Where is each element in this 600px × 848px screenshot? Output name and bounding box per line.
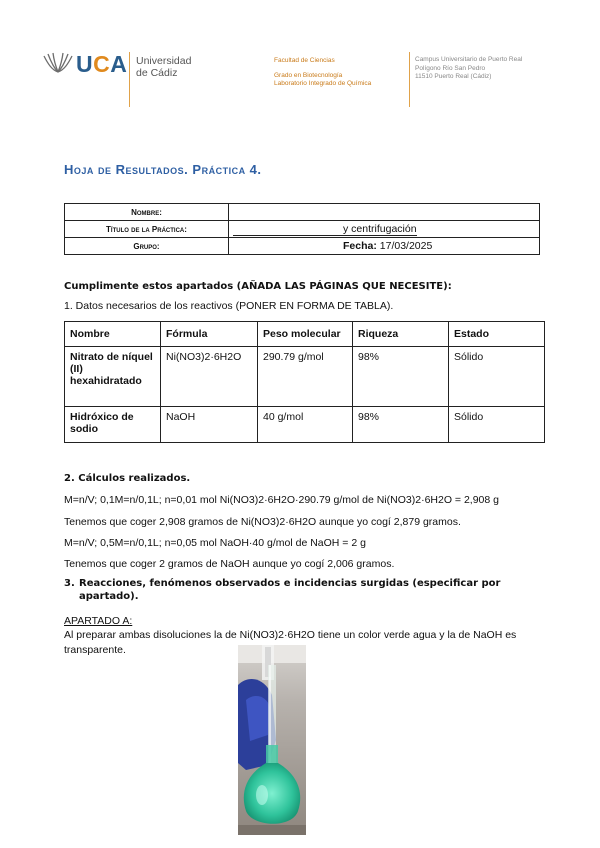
brand-logo-text: UCA	[76, 51, 128, 77]
student-info-table	[64, 203, 540, 255]
cell-molecular-weight: 40 g/mol	[258, 407, 353, 443]
flask-photo	[238, 645, 306, 835]
calc-line: M=n/V; 0,5M=n/0,1L; n=0,05 mol NaOH·40 g/mol de NaOH = 2 g	[64, 537, 366, 549]
name-label: Nombre:	[65, 204, 229, 221]
campus-address: Campus Universitario de Puerto Real Polígono Río San Pedro 11510 Puerto Real (Cádiz)	[415, 56, 523, 80]
date-cell: Fecha: 17/03/2025	[229, 238, 540, 255]
calc-heading: 2. Cálculos realizados.	[64, 473, 191, 484]
column-header: Peso molecular	[258, 322, 353, 347]
reactions-number: 3.	[64, 578, 75, 589]
cell-name: Nitrato de níquel (II) hexahidratado	[65, 347, 161, 407]
section-a-heading: APARTADO A:	[64, 615, 133, 627]
calc-line: M=n/V; 0,1M=n/0,1L; n=0,01 mol Ni(NO3)2·6H2O·290.79 g/mol de Ni(NO3)2·6H2O = 2,908 g	[64, 494, 499, 506]
table-header-row	[65, 322, 545, 347]
reactions-heading: Reacciones, fenómenos observados e incidencias surgidas (especificar por apartado).	[79, 578, 501, 602]
cell-molecular-weight: 290.79 g/mol	[258, 347, 353, 407]
page-title: Hoja de Resultados. Práctica 4.	[64, 162, 262, 177]
faculty-info: Facultad de Ciencias Grado en Biotecnología Laboratorio Integrado de Química	[274, 57, 372, 87]
table-row	[65, 407, 545, 443]
column-header: Estado	[449, 322, 545, 347]
column-header: Nombre	[65, 322, 161, 347]
observation-line: transparente.	[64, 644, 126, 656]
column-header: Riqueza	[353, 322, 449, 347]
group-label: Grupo:	[65, 238, 229, 255]
instructions-heading: Cumplimente estos apartados (AÑADA LAS PÁGINAS QUE NECESITE):	[64, 281, 452, 292]
table-row	[65, 347, 545, 407]
university-logo-emblem-icon	[42, 50, 74, 76]
header-divider	[409, 52, 410, 107]
date-value: 17/03/2025	[379, 240, 433, 252]
practice-title-label: Título de la Práctica:	[65, 221, 229, 238]
calc-line: Tenemos que coger 2 gramos de NaOH aunque yo cogí 2,006 gramos.	[64, 558, 395, 570]
university-name: Universidad de Cádiz	[136, 55, 192, 79]
calc-line: Tenemos que coger 2,908 gramos de Ni(NO3)2·6H2O aunque yo cogí 2,879 gramos.	[64, 516, 461, 528]
name-value	[229, 204, 540, 221]
cell-formula: Ni(NO3)2·6H2O	[161, 347, 258, 407]
item-1-heading: 1. Datos necesarios de los reactivos (PONER EN FORMA DE TABLA).	[64, 300, 394, 312]
cell-state: Sólido	[449, 347, 545, 407]
cell-formula: NaOH	[161, 407, 258, 443]
reactives-table	[64, 321, 545, 443]
cell-purity: 98%	[353, 347, 449, 407]
cell-state: Sólido	[449, 407, 545, 443]
column-header: Fórmula	[161, 322, 258, 347]
practice-title-value: y centrifugación	[229, 221, 540, 238]
cell-name: Hidróxico de sodio	[65, 407, 161, 443]
cell-purity: 98%	[353, 407, 449, 443]
header-divider	[129, 52, 130, 107]
observation-line: Al preparar ambas disoluciones la de Ni(NO3)2·6H2O tiene un color verde agua y la de NaOH es	[64, 629, 517, 641]
